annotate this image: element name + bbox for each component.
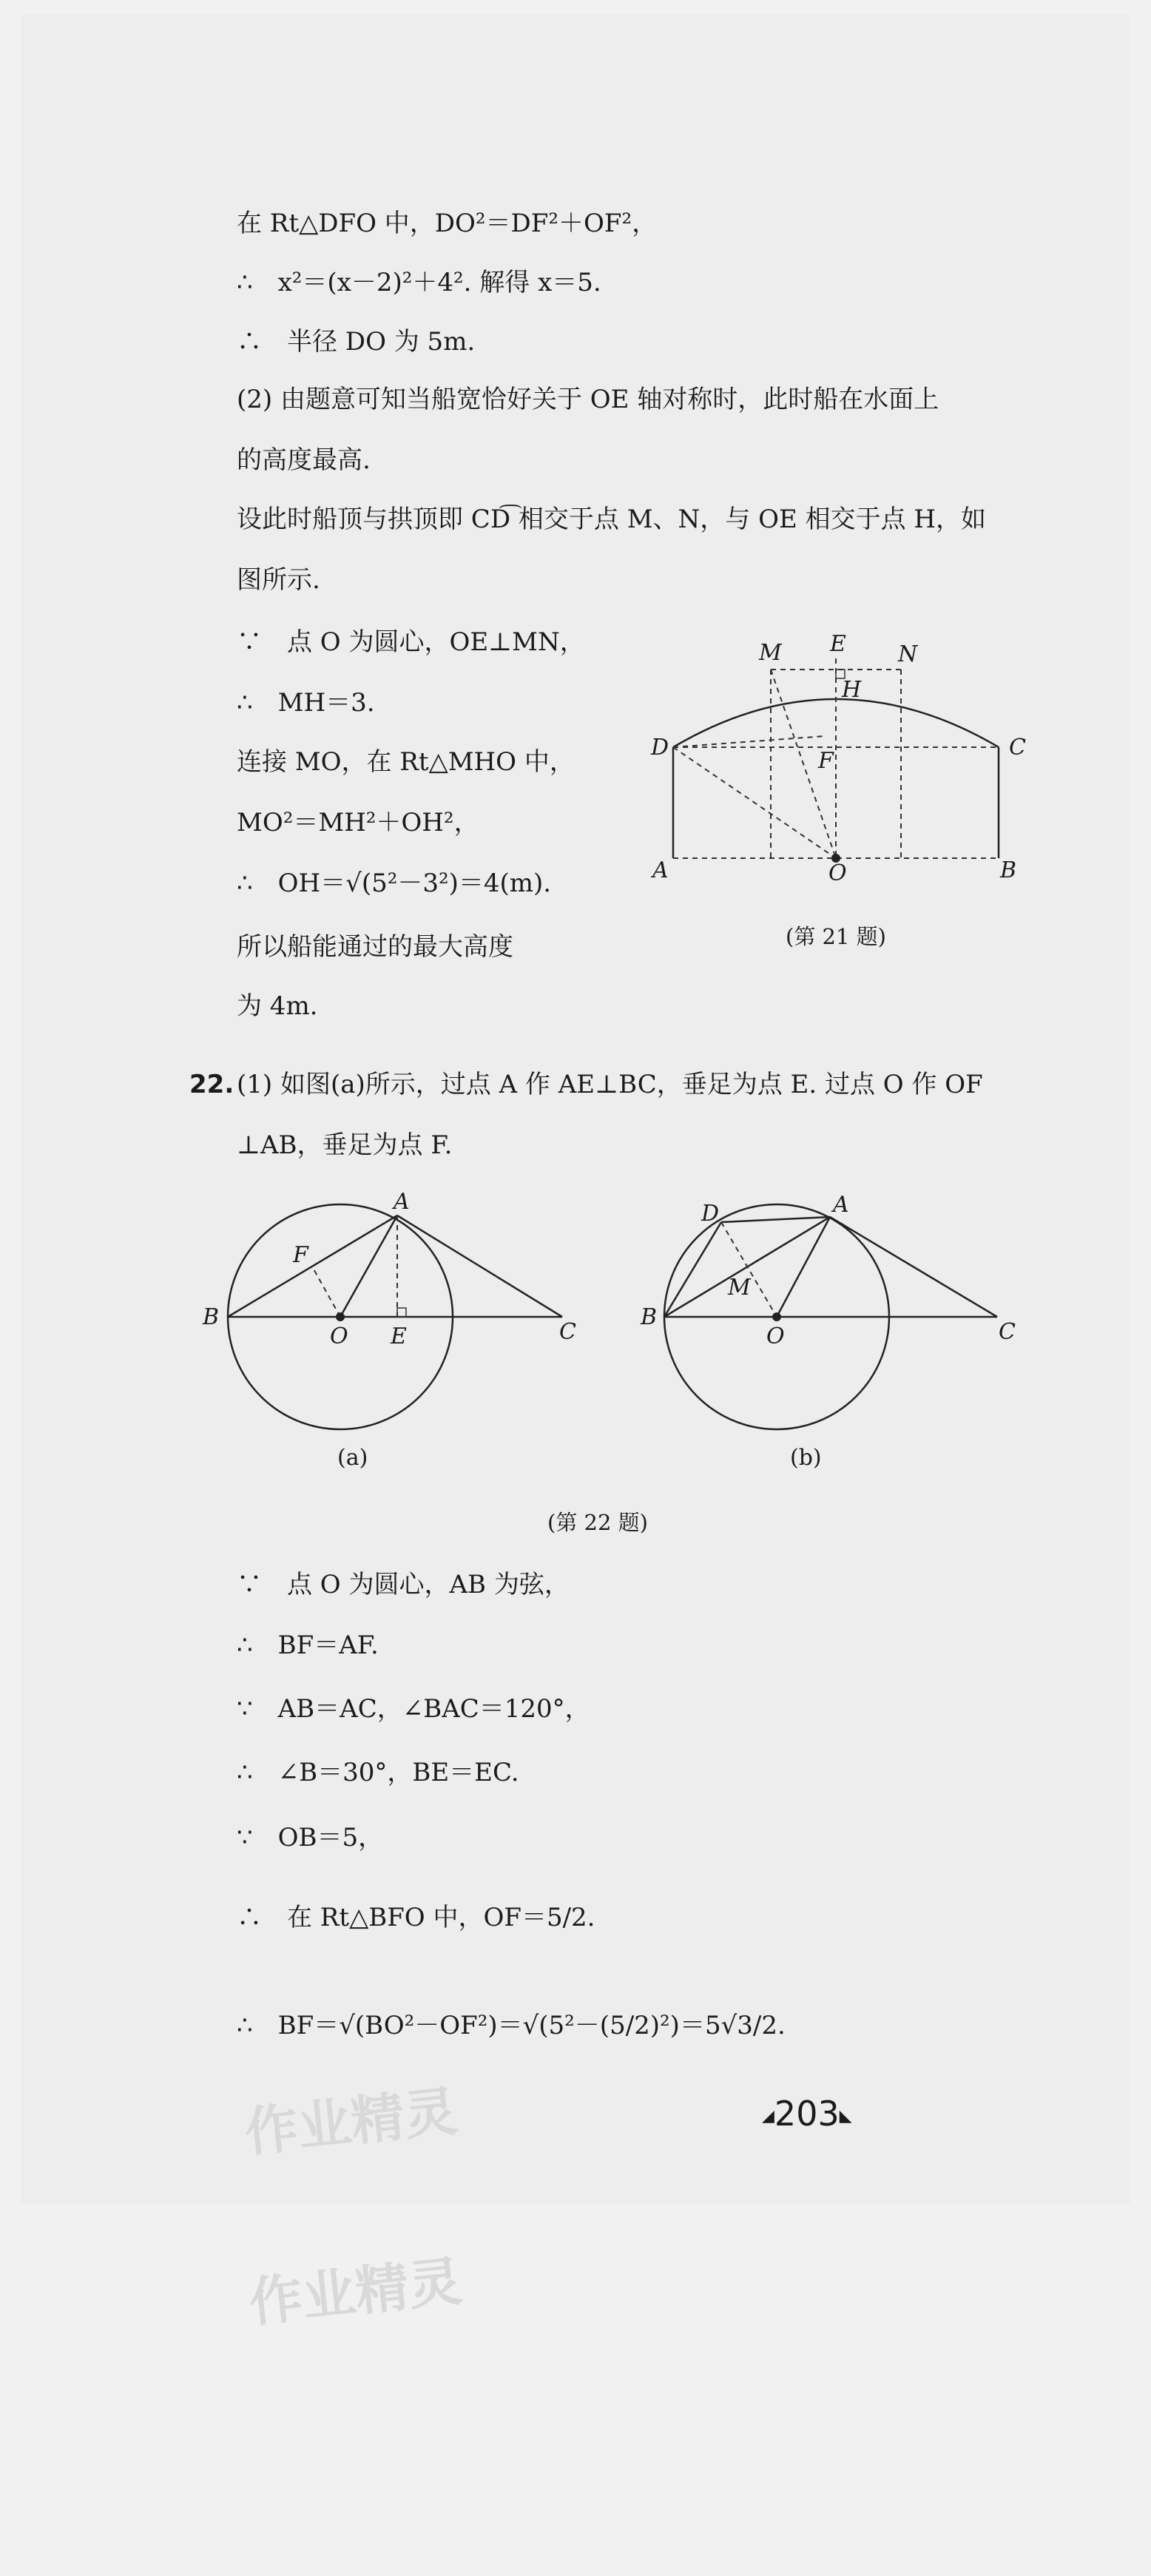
figure-22a xyxy=(192,1191,607,1472)
text-line: ∵ 点 O 为圆心，OE⊥MN， xyxy=(237,627,585,657)
sub-caption-b: (b) xyxy=(790,1445,822,1471)
label-A: A xyxy=(833,1192,849,1218)
text-line: ∴ 在 Rt△BFO 中，OF＝5/2. xyxy=(237,1903,595,1932)
figure-22b xyxy=(636,1191,1050,1472)
text-line: ∴ x²＝(x－2)²＋4². 解得 x＝5. xyxy=(237,268,601,297)
figure-21-caption: (第 21 题) xyxy=(786,924,886,949)
label-F: F xyxy=(818,748,834,774)
text-line: MO²＝MH²＋OH²， xyxy=(237,808,479,837)
text-line: ∵ AB＝AC，∠BAC＝120°， xyxy=(237,1694,590,1724)
text-line: 为 4m. xyxy=(237,991,318,1021)
text-line: 的高度最高. xyxy=(237,445,371,475)
sub-caption-a: (a) xyxy=(337,1445,368,1471)
label-N: N xyxy=(898,641,918,667)
text-line: 所以船能通过的最大高度 xyxy=(237,932,513,962)
problem-line: (1) 如图(a)所示，过点 A 作 AE⊥BC，垂足为点 E. 过点 O 作 OF xyxy=(237,1070,983,1099)
label-B: B xyxy=(641,1304,658,1330)
label-A: A xyxy=(394,1191,410,1215)
corner-triangle-icon: ◢ xyxy=(762,2107,774,2125)
corner-triangle-icon: ◣ xyxy=(839,2107,852,2125)
label-C: C xyxy=(1009,735,1026,761)
problem-number: 22. xyxy=(189,1070,234,1099)
text-line: 图所示. xyxy=(237,565,320,595)
figure-21 xyxy=(636,629,1050,880)
text-line: ∴ BF＝AF. xyxy=(237,1631,379,1660)
label-M: M xyxy=(728,1275,751,1301)
label-B: B xyxy=(1000,857,1017,880)
text-line: (2) 由题意可知当船宽恰好关于 OE 轴对称时，此时船在水面上 xyxy=(237,385,939,414)
label-M: M xyxy=(759,640,782,666)
label-O: O xyxy=(766,1324,785,1349)
text-line: ∴ ∠B＝30°，BE＝EC. xyxy=(237,1758,519,1787)
watermark: 作业精灵 xyxy=(242,2080,461,2164)
label-B: B xyxy=(203,1304,220,1330)
label-F: F xyxy=(293,1242,308,1268)
text-line: 连接 MO，在 Rt△MHO 中， xyxy=(237,747,575,777)
text-line: ∴ MH＝3. xyxy=(237,688,375,718)
page-number-wrap xyxy=(762,2094,852,2134)
label-D: D xyxy=(651,735,669,761)
text-line: ∴ BF＝√(BO²－OF²)＝√(5²－(5/2)²)＝5√3/2. xyxy=(237,2011,786,2040)
text-line: ∵ 点 O 为圆心，AB 为弦， xyxy=(237,1570,570,1599)
text-line: ∴ OH＝√(5²－3²)＝4(m). xyxy=(237,869,552,898)
label-C: C xyxy=(999,1319,1016,1345)
text-line: 在 Rt△DFO 中，DO²＝DF²＋OF²， xyxy=(237,209,658,238)
page-number: 203 xyxy=(774,2094,840,2134)
label-H: H xyxy=(842,677,862,703)
text-line: ∴ 半径 DO 为 5m. xyxy=(237,327,476,357)
problem-line: ⊥AB，垂足为点 F. xyxy=(237,1130,453,1160)
label-A: A xyxy=(652,857,669,880)
figure-22-caption: (第 22 题) xyxy=(547,1510,648,1535)
label-E: E xyxy=(391,1324,407,1349)
label-C: C xyxy=(559,1319,576,1345)
label-E: E xyxy=(830,631,846,657)
label-D: D xyxy=(701,1201,720,1227)
page xyxy=(21,15,1130,2205)
label-O: O xyxy=(330,1324,348,1349)
text-line: 设此时船顶与拱顶即 CD͡ 相交于点 M、N，与 OE 相交于点 H，如 xyxy=(237,505,987,534)
text-line: ∵ OB＝5， xyxy=(237,1823,384,1852)
watermark: 作业精灵 xyxy=(246,2250,465,2334)
label-O: O xyxy=(828,860,847,880)
